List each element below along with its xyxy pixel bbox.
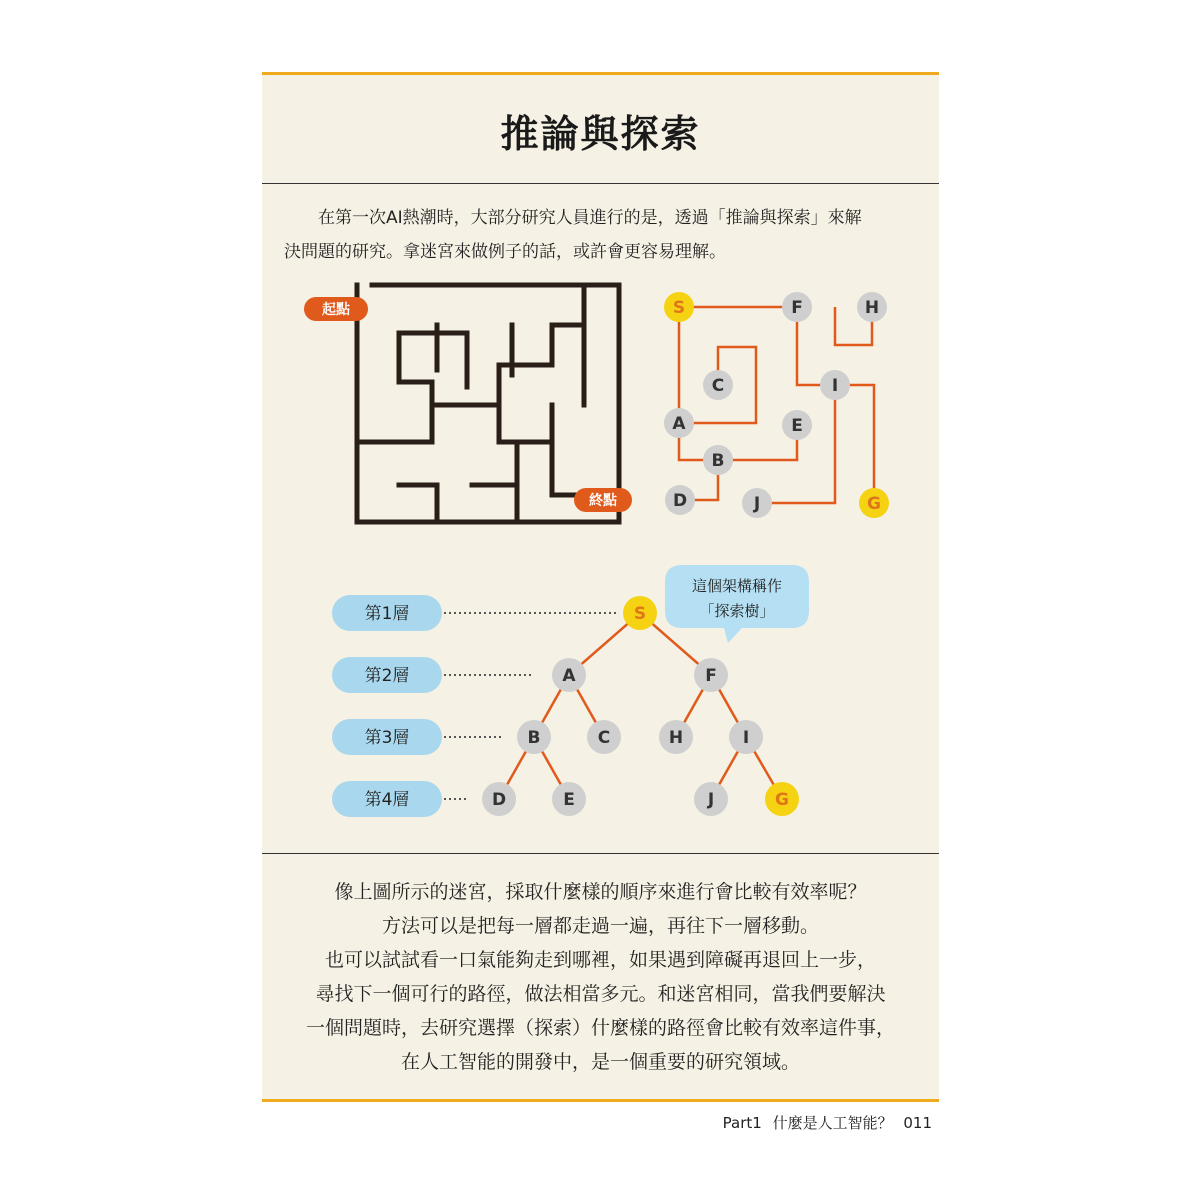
graph-nodes: [664, 292, 889, 518]
svg-text:S: S: [672, 298, 686, 318]
maze-graph: [679, 307, 874, 503]
svg-text:G: G: [867, 494, 881, 514]
tree-node-c: [587, 720, 621, 754]
page-title: 推論與探索: [500, 112, 701, 156]
tree-node-s: [623, 596, 657, 630]
svg-text:B: B: [527, 728, 541, 748]
svg-text:A: A: [672, 414, 686, 434]
body-line: 像上圖所示的迷宮，採取什麼樣的順序來進行會比較有效率呢？: [334, 881, 867, 903]
end-label: 終點: [589, 493, 617, 509]
tree-edges: [499, 613, 782, 799]
page-footer: [700, 1112, 932, 1133]
level-tag-4: [332, 781, 442, 817]
svg-text:I: I: [742, 728, 750, 748]
bubble-line: 這個架構稱作: [691, 577, 783, 595]
svg-text:第3層: 第3層: [364, 728, 410, 748]
svg-text:C: C: [711, 376, 725, 396]
footer-chapter: 什麼是人工智能？: [772, 1114, 893, 1132]
level-leaders: [444, 613, 617, 799]
graph-node-e: [782, 410, 812, 440]
level-tag-2: [332, 657, 442, 693]
body-line: 尋找下一個可行的路徑，做法相當多元。和迷宮相同，當我們要解決: [315, 983, 886, 1005]
level-tag-3: [332, 719, 442, 755]
body-line: 一個問題時，去研究選擇（探索）什麼樣的路徑會比較有效率這件事，: [305, 1017, 895, 1039]
graph-node-j: [742, 488, 772, 518]
svg-text:E: E: [563, 790, 575, 810]
svg-text:I: I: [831, 376, 839, 396]
intro-line: 在第一次AI熱潮時，大部分研究人員進行的是，透過「推論與探索」來解: [318, 208, 862, 228]
page-number: 011: [903, 1114, 932, 1132]
svg-text:S: S: [633, 604, 647, 624]
body-paragraph: [262, 875, 939, 1079]
page-panel: [262, 72, 939, 1102]
diagram-area: [262, 75, 939, 855]
graph-node-b: [703, 445, 733, 475]
graph-node-d: [665, 485, 695, 515]
level-tag-1: [332, 595, 442, 631]
tree-nodes: [482, 596, 799, 816]
svg-text:H: H: [864, 298, 880, 318]
body-line: 在人工智能的開發中，是一個重要的研究領域。: [400, 1051, 800, 1073]
svg-text:G: G: [775, 790, 789, 810]
body-line: 方法可以是把每一層都走過一遍，再往下一層移動。: [381, 915, 819, 937]
svg-text:E: E: [791, 416, 803, 436]
tree-node-b: [517, 720, 551, 754]
svg-text:H: H: [668, 728, 684, 748]
graph-node-g: [859, 488, 889, 518]
graph-node-a: [664, 408, 694, 438]
tree-node-j: [694, 782, 728, 816]
tree-node-a: [552, 658, 586, 692]
svg-text:A: A: [562, 666, 576, 686]
svg-text:第4層: 第4層: [364, 790, 410, 810]
footer-part: Part1: [722, 1114, 762, 1132]
svg-text:J: J: [753, 494, 761, 514]
svg-text:第2層: 第2層: [364, 666, 410, 686]
body-divider: [262, 853, 939, 854]
speech-bubble: [665, 565, 809, 643]
start-label: 起點: [322, 302, 350, 318]
svg-text:F: F: [705, 666, 717, 686]
maze-end-tag: [574, 488, 632, 512]
intro-line: 決問題的研究。拿迷宮來做例子的話，或許會更容易理解。: [284, 242, 726, 262]
tree-node-d: [482, 782, 516, 816]
svg-text:F: F: [791, 298, 803, 318]
maze-start-tag: [304, 297, 368, 321]
graph-node-f: [782, 292, 812, 322]
graph-node-h: [857, 292, 887, 322]
tree-node-f: [694, 658, 728, 692]
tree-node-g: [765, 782, 799, 816]
tree-node-i: [729, 720, 763, 754]
maze: [357, 285, 619, 522]
svg-text:B: B: [711, 451, 725, 471]
svg-text:D: D: [672, 491, 688, 511]
tree-levels: [332, 595, 442, 817]
body-line: 也可以試試看一口氣能夠走到哪裡，如果遇到障礙再退回上一步，: [324, 949, 876, 971]
graph-node-i: [820, 370, 850, 400]
svg-text:C: C: [597, 728, 611, 748]
svg-text:第1層: 第1層: [364, 604, 410, 624]
graph-node-c: [703, 370, 733, 400]
graph-node-s: [664, 292, 694, 322]
bubble-line: 「探索樹」: [699, 602, 775, 620]
tree-node-e: [552, 782, 586, 816]
tree-node-h: [659, 720, 693, 754]
svg-text:J: J: [707, 790, 715, 810]
svg-text:D: D: [491, 790, 507, 810]
